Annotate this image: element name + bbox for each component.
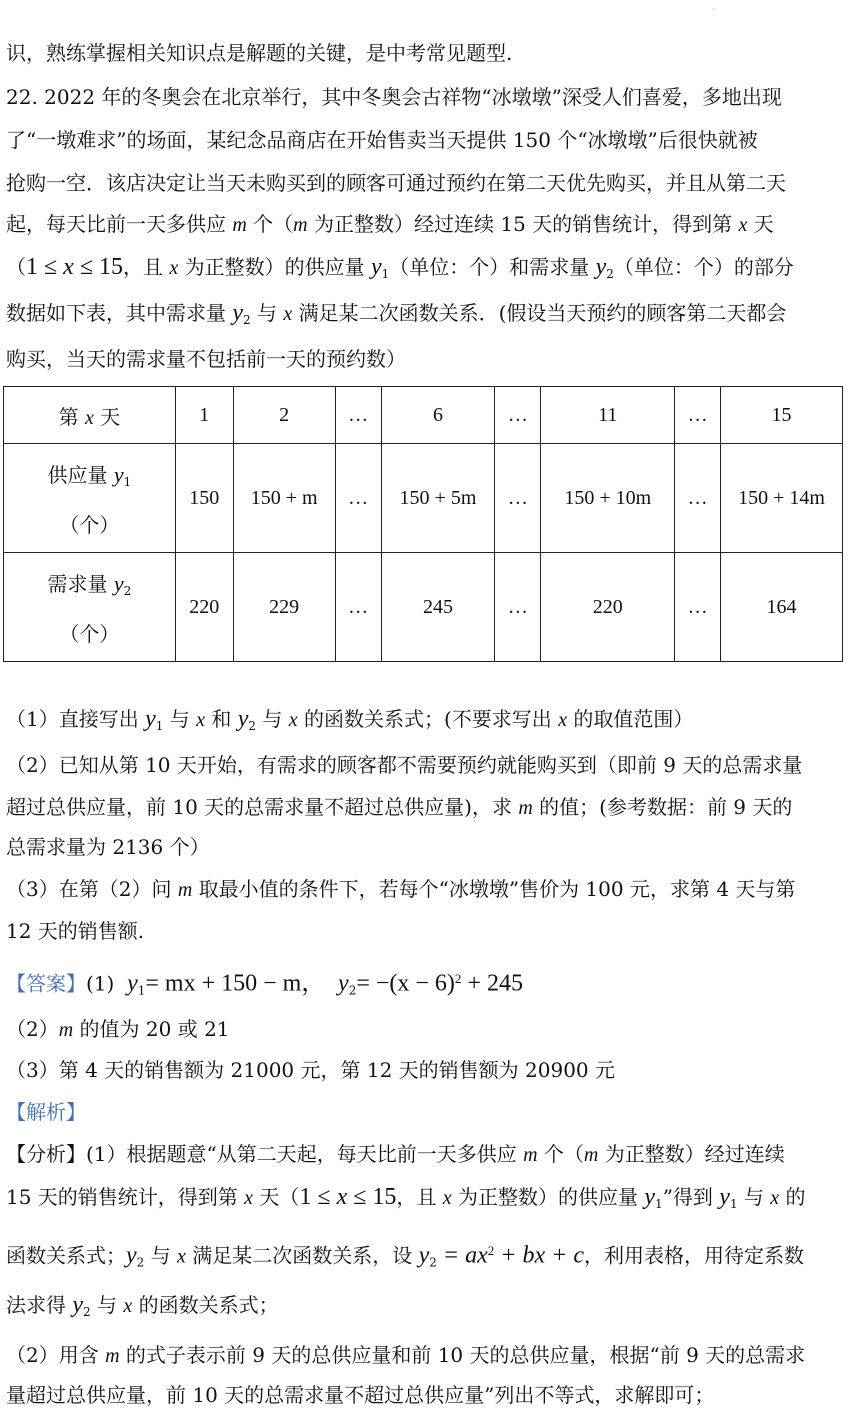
table-cell: … bbox=[335, 553, 381, 662]
question-2-line-2: 超过总供应量，前 10 天的总需求量不超过总供应量)，求 m 的值；(参考数据：前 9 天的 bbox=[6, 795, 793, 819]
question-1: （1）直接写出 $y_1$ 与 x 和 $y_2$ 与 x 的函数关系式；(不要求写出 x 的取值范围） bbox=[6, 706, 694, 733]
table-cell: 164 bbox=[721, 553, 843, 662]
table-cell: 220 bbox=[175, 553, 233, 662]
table-cell: 150 + 5m bbox=[381, 444, 495, 553]
answer-tag: 【答案】 bbox=[6, 971, 86, 996]
problem-line-3: 抢购一空．该店决定让当天未购买到的顾客可通过预约在第二天优先购买，并且从第二天 bbox=[6, 171, 786, 195]
problem-line-4: 起，每天比前一天多供应 m 个（m 为正整数）经过连续 15 天的销售统计，得到第 x 天 bbox=[6, 212, 774, 236]
analysis-line-5: （2）用含 m 的式子表示前 9 天的总供应量和前 10 天的总供应量，根据“前 9 天的总需求 bbox=[6, 1343, 806, 1367]
analysis-line-6: 量超过总供应量，前 10 天的总需求量不超过总供应量”列出不等式，求解即可； bbox=[6, 1383, 715, 1407]
problem-line-2: 了“一墩难求”的场面，某纪念品商店在开始售卖当天提供 150 个“冰墩墩”后很快就被 bbox=[6, 128, 758, 152]
table-row-day bbox=[4, 387, 843, 444]
table-cell: 1 bbox=[175, 387, 233, 444]
question-2-line-3: 总需求量为 2136 个） bbox=[6, 835, 210, 859]
problem-line-5: （1 ≤ x ≤ 15，且 x 为正整数）的供应量 $y_1$（单位：个）和需求量 $y_2$（单位：个）的部分 bbox=[6, 254, 794, 281]
analysis-tag: 【解析】 bbox=[6, 1100, 86, 1124]
table-cell: 11 bbox=[541, 387, 675, 444]
table-cell: … bbox=[495, 387, 541, 444]
table-cell: 150 + 10m bbox=[541, 444, 675, 553]
table-cell: … bbox=[675, 387, 721, 444]
data-table bbox=[3, 386, 843, 662]
analysis-line-2: 15 天的销售统计，得到第 x 天（1 ≤ x ≤ 15，且 x 为正整数）的供应量 $y_1$”得到 $y_1$ 与 x 的 bbox=[6, 1184, 806, 1211]
question-3-line-2: 12 天的销售额. bbox=[6, 919, 145, 943]
table-cell: 15 bbox=[721, 387, 843, 444]
question-3-line-1: （3）在第（2）问 m 取最小值的条件下，若每个“冰墩墩”售价为 100 元，求第 4 天与第 bbox=[6, 877, 796, 901]
table-cell: … bbox=[335, 387, 381, 444]
question-2-line-1: （2）已知从第 10 天开始，有需求的顾客都不需要预约就能购买到（即前 9 天的总需求量 bbox=[6, 753, 803, 777]
demand-label: 需求量 $y_2$ （个） bbox=[4, 553, 176, 662]
problem-line-6: 数据如下表，其中需求量 $y_2$ 与 x 满足某二次函数关系．(假设当天预约的顾客第二天都会 bbox=[6, 300, 787, 327]
table-cell: 150 + 14m bbox=[721, 444, 843, 553]
table-cell: … bbox=[675, 553, 721, 662]
table-cell: … bbox=[675, 444, 721, 553]
supply-label: 供应量 $y_1$ （个） bbox=[4, 444, 176, 553]
analysis-line-3: 函数关系式；$y_2$ 与 x 满足某二次函数关系，设 $y_2 = ax^2$ + bx + c，利用表格，用待定系数 bbox=[6, 1242, 804, 1270]
analysis-line-1: 【分析】(1）根据题意“从第二天起，每天比前一天多供应 m 个（m 为正整数）经过连续 bbox=[6, 1142, 785, 1166]
table-cell: … bbox=[495, 444, 541, 553]
problem-line-1: 22. 2022 年的冬奥会在北京举行，其中冬奥会古祥物“冰墩墩”深受人们喜爱，多地出现 bbox=[6, 85, 782, 109]
header-day-label: 第 x 天 bbox=[4, 387, 176, 444]
answer-3: （3）第 4 天的销售额为 21000 元，第 12 天的销售额为 20900 元 bbox=[6, 1058, 616, 1082]
table-cell: 220 bbox=[541, 553, 675, 662]
table-cell: 150 + m bbox=[233, 444, 335, 553]
answer-1: 【答案】(1) $y_1=$ mx + 150 − m， $y_2= -(x - 6)^2 + 245$ bbox=[6, 970, 523, 998]
table-cell: 229 bbox=[233, 553, 335, 662]
table-cell: 150 bbox=[175, 444, 233, 553]
table-cell: 2 bbox=[233, 387, 335, 444]
page-dot: . bbox=[712, 2, 715, 11]
table-cell: 6 bbox=[381, 387, 495, 444]
table-cell: … bbox=[495, 553, 541, 662]
answer-2: （2）m 的值为 20 或 21 bbox=[6, 1017, 230, 1041]
table-cell: … bbox=[335, 444, 381, 553]
continuation-line: 识，熟练掌握相关知识点是解题的关键，是中考常见题型. bbox=[6, 41, 513, 65]
table-cell: 245 bbox=[381, 553, 495, 662]
table-row-demand bbox=[4, 553, 843, 662]
table-row-supply bbox=[4, 444, 843, 553]
problem-line-7: 购买，当天的需求量不包括前一天的预约数） bbox=[6, 347, 406, 371]
analysis-line-4: 法求得 $y_2$ 与 x 的函数关系式； bbox=[6, 1292, 279, 1319]
